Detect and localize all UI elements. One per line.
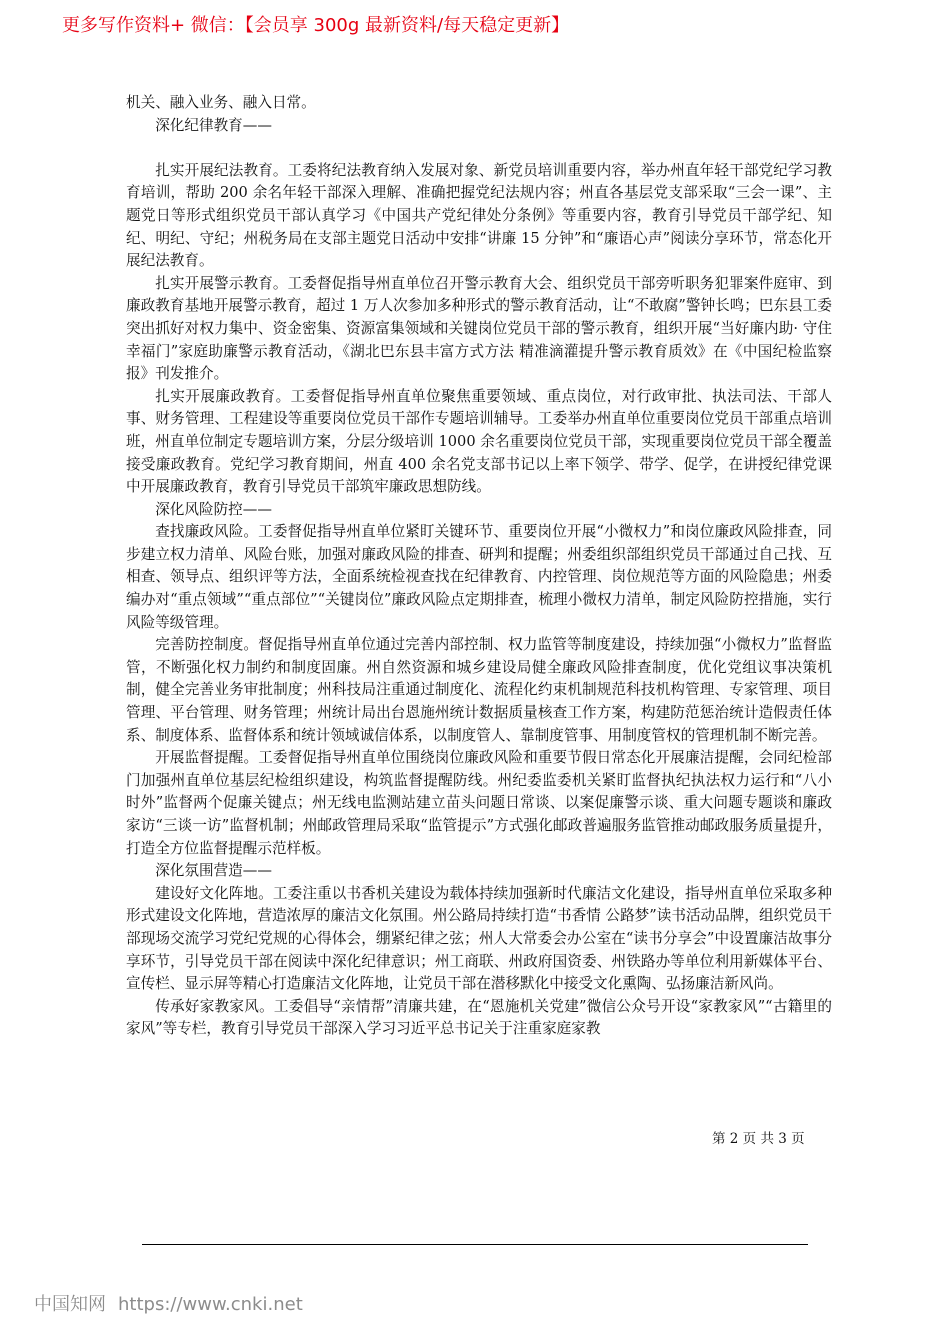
section-heading-risk: 深化风险防控—— xyxy=(155,500,272,518)
paragraph-family-tradition: 传承好家教家风。工委倡导“亲情帮”清廉共建，在“恩施机关党建”微信公众号开设“家教家风”“古籍里的家风”等专栏，教育引导党员干部深入学习习近平总书记关于注重家庭家教 xyxy=(126,997,832,1038)
paragraph-law-education: 扎实开展纪法教育。工委将纪法教育纳入发展对象、新党员培训重要内容，举办州直年轻干部党纪学习教育培训，帮助 200 余名年轻干部深入理解、准确把握党纪法规内容；州直各基层党支部采取“三会一课”、主题党日等形式组织党员干部认真学习《中国共产党纪律处分条例》等重要内容，教育引导党员干部学纪、知纪、明纪、守纪；州税务局在支部主题党日活动中安排“讲廉 15 分钟”和“廉语心声”阅读分享环节，常态化开展纪法教育。 xyxy=(126,161,832,270)
continued-line: 机关、融入业务、融入日常。 xyxy=(126,94,316,111)
section-heading-discipline: 深化纪律教育—— xyxy=(155,116,272,134)
watermark xyxy=(34,1292,303,1318)
watermark-brand: 中国知网 xyxy=(34,1294,106,1315)
footer-divider xyxy=(142,1244,808,1245)
blank-line xyxy=(126,137,832,160)
document-body xyxy=(126,92,832,1041)
paragraph-improve-system: 完善防控制度。督促指导州直单位通过完善内部控制、权力监管等制度建设，持续加强“小微权力”监督监管，不断强化权力制约和制度固廉。州自然资源和城乡建设局健全廉政风险排查制度，优化党组议事决策机制，健全完善业务审批制度；州科技局注重通过制度化、流程化约束机制规范科技机构管理、专家管理、项目管理、平台管理、财务管理；州统计局出台恩施州统计数据质量核查工作方案，构建防范惩治统计造假责任体系、制度体系、监督体系和统计领域诚信体系，以制度管人、靠制度管事、用制度管权的管理机制不断完善。 xyxy=(126,636,832,744)
watermark-url: https://www.cnki.net xyxy=(118,1294,303,1315)
paragraph-supervision: 开展监督提醒。工委督促指导州直单位围绕岗位廉政风险和重要节假日常态化开展廉洁提醒，会同纪检部门加强州直单位基层纪检组织建设，构筑监督提醒防线。州纪委监委机关紧盯监督执纪执法权力运行和“八小时外”监督两个促廉关键点；州无线电监测站建立苗头问题日常谈、以案促廉警示谈、重大问题专题谈和廉政家访“三谈一访”监督机制；州邮政管理局采取“监管提示”方式强化邮政普遍服务监管推动邮政服务质量提升，打造全方位监督提醒示范样板。 xyxy=(126,749,832,857)
paragraph-find-risk: 查找廉政风险。工委督促指导州直单位紧盯关键环节、重要岗位开展“小微权力”和岗位廉政风险排查，同步建立权力清单、风险台账，加强对廉政风险的排查、研判和提醒；州委组织部组织党员干部通过自己找、互相查、领导点、组织评等方法，全面系统检视查找在纪律教育、内控管理、岗位规范等方面的风险隐患；州委编办对“重点领域”“重点部位”“关键岗位”廉政风险点定期排查，梳理小微权力清单，制定风险防控措施，实行风险等级管理。 xyxy=(126,523,832,631)
section-heading-atmosphere: 深化氛围营造—— xyxy=(155,862,272,880)
paragraph-culture: 建设好文化阵地。工委注重以书香机关建设为载体持续加强新时代廉洁文化建设，指导州直单位采取多种形式建设文化阵地，营造浓厚的廉洁文化氛围。州公路局持续打造“书香情 公路梦”读书活动品牌，组织党员干部现场交流学习党纪党规的心得体会，绷紧纪律之弦；州人大常委会办公室在“读书分享会”中设置廉洁故事分享环节，引导党员干部在阅读中深化纪律意识；州工商联、州政府国资委、州铁路办等单位利用新媒体平台、宣传栏、显示屏等精心打造廉洁文化阵地，让党员干部在潜移默化中接受文化熏陶、弘扬廉洁新风尚。 xyxy=(126,884,832,993)
promo-banner: 更多写作资料+ 微信：【会员享 300g 最新资料/每天稳定更新】 xyxy=(62,15,570,36)
page-number: 第 2 页 共 3 页 xyxy=(712,1131,805,1147)
paragraph-integrity-education: 扎实开展廉政教育。工委督促指导州直单位聚焦重要领域、重点岗位，对行政审批、执法司法、干部人事、财务管理、工程建设等重要岗位党员干部作专题培训辅导。工委举办州直单位重要岗位党员干部重点培训班，州直单位制定专题培训方案，分层分级培训 1000 余名重要岗位党员干部，实现重要岗位党员干部全覆盖接受廉政教育。党纪学习教育期间，州直 400 余名党支部书记以上率下领学、带学、促学，在讲授纪律党课中开展廉政教育，教育引导党员干部筑牢廉政思想防线。 xyxy=(126,387,832,496)
paragraph-warning-education: 扎实开展警示教育。工委督促指导州直单位召开警示教育大会、组织党员干部旁听职务犯罪案件庭审、到廉政教育基地开展警示教育，超过 1 万人次参加多种形式的警示教育活动，让“不敢腐”警钟长鸣；巴东县工委突出抓好对权力集中、资金密集、资源富集领域和关键岗位党员干部的警示教育，组织开展“当好廉内助· 守住幸福门”家庭助廉警示教育活动，《湖北巴东县丰富方式方法 精准滴灌提升警示教育质效》在《中国纪检监察报》刊发推介。 xyxy=(126,274,832,383)
